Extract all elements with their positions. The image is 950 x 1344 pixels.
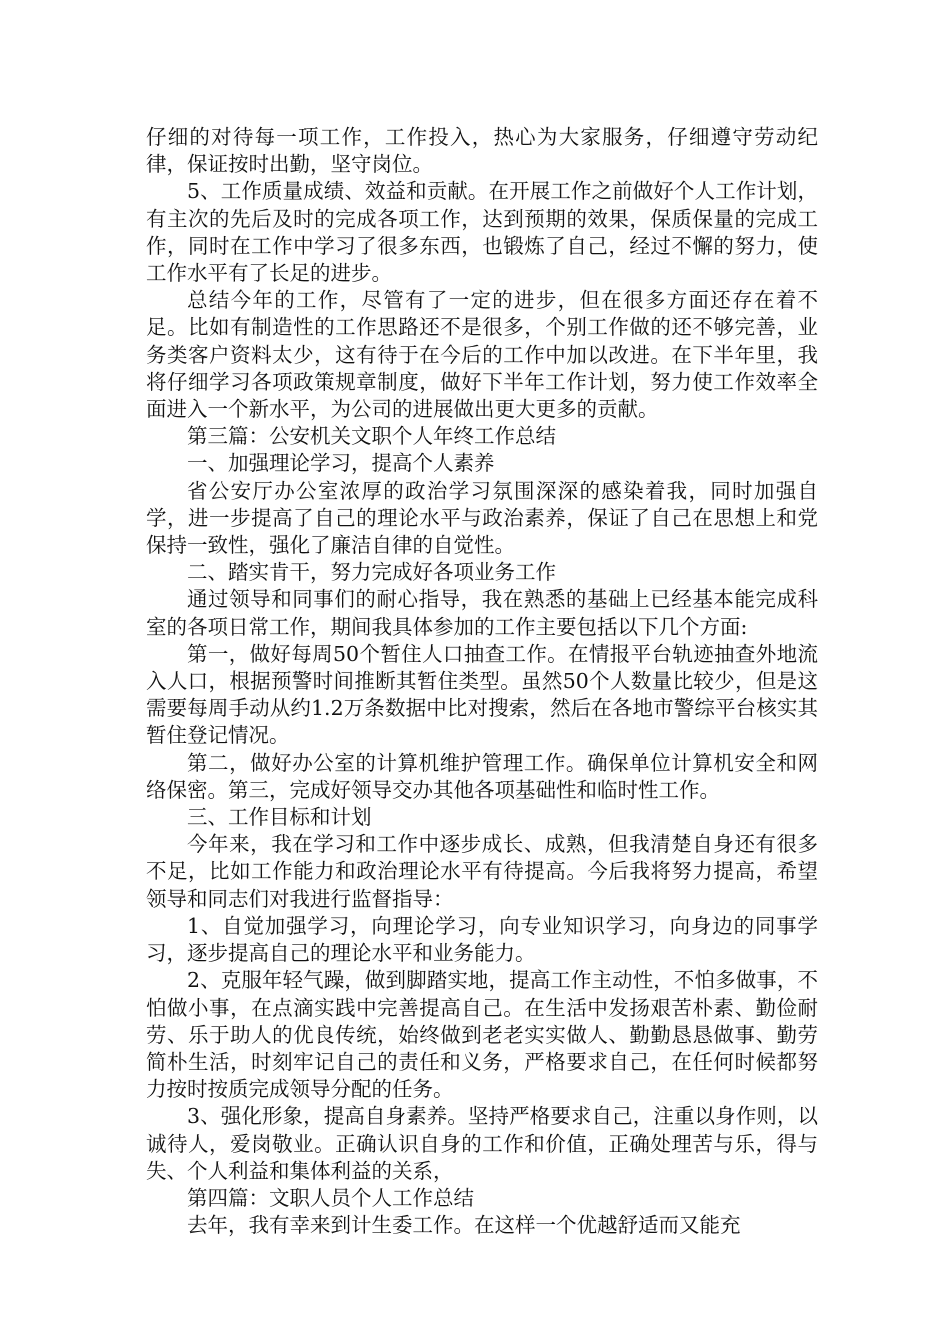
section-title-part-four: 第四篇：文职人员个人工作总结 bbox=[187, 1185, 474, 1210]
paragraph-goals-intro: 今年来，我在学习和工作中逐步成长、成熟，但我清楚自身还有很多不足，比如工作能力和政治理论水平有待提高。今后我将努力提高，希望领导和同志们对我进行监督指导： bbox=[146, 832, 818, 911]
heading-theory-study: 一、加强理论学习，提高个人素养 bbox=[187, 451, 495, 476]
paragraph-year-summary: 总结今年的工作，尽管有了一定的进步，但在很多方面还存在着不足。比如有制造性的工作思路还不是很多，个别工作做的还不够完善，业务类客户资料太少，这有待于在今后的工作中加以改进。在下半年里，我将仔细学习各项政策规章制度，做好下半年工作计划，努力使工作效率全面进入一个新水平，为公司的进展做出更大更多的贡献。 bbox=[146, 288, 818, 422]
paragraph-first-task: 第一，做好每周50个暂住人口抽查工作。在情报平台轨迹抽查外地流入人口，根据预警时间推断其暂住类型。虽然50个人数量比较少，但是这需要每周手动从约1.2万条数据中比对搜索，然后在各地市警综平台核实其暂住登记情况。 bbox=[146, 641, 818, 748]
paragraph-second-task: 第二，做好办公室的计算机维护管理工作。确保单位计算机安全和网络保密。第三，完成好领导交办其他各项基础性和临时性工作。 bbox=[146, 750, 818, 802]
paragraph-continuation: 仔细的对待每一项工作，工作投入，热心为大家服务，仔细遵守劳动纪律，保证按时出勤，坚守岗位。 bbox=[146, 125, 818, 177]
heading-goals-plan: 三、工作目标和计划 bbox=[187, 805, 372, 830]
paragraph-theory-study: 省公安厅办公室浓厚的政治学习氛围深深的感染着我，同时加强自学，进一步提高了自己的理论水平与政治素养，保证了自己在思想上和党保持一致性，强化了廉洁自律的自觉性。 bbox=[146, 478, 818, 558]
paragraph-last-year: 去年，我有幸来到计生委工作。在这样一个优越舒适而又能充 bbox=[187, 1213, 741, 1238]
list-item-3: 3、强化形象，提高自身素养。坚持严格要求自己，注重以身作则，以诚待人，爱岗敬业。正确认识自身的工作和价值，正确处理苦与乐，得与失、个人利益和集体利益的关系， bbox=[146, 1104, 818, 1183]
list-item-1: 1、自觉加强学习，向理论学习，向专业知识学习，向身边的同事学习，逐步提高自己的理论水平和业务能力。 bbox=[146, 913, 818, 966]
paragraph-business-work: 通过领导和同事们的耐心指导，我在熟悉的基础上已经基本能完成科室的各项日常工作，期间我具体参加的工作主要包括以下几个方面: bbox=[146, 587, 818, 639]
section-title-part-three: 第三篇：公安机关文职个人年终工作总结 bbox=[187, 424, 556, 449]
document-page bbox=[146, 124, 818, 1239]
paragraph-work-quality: 5、工作质量成绩、效益和贡献。在开展工作之前做好个人工作计划，有主次的先后及时的完成各项工作，达到预期的效果，保质保量的完成工作，同时在工作中学习了很多东西，也锻炼了自己，经过不懈的努力，使工作水平有了长足的进步。 bbox=[146, 179, 818, 286]
list-item-2: 2、克服年轻气躁，做到脚踏实地，提高工作主动性，不怕多做事，不怕做小事，在点滴实践中完善提高自己。在生活中发扬艰苦朴素、勤俭耐劳、乐于助人的优良传统，始终做到老老实实做人、勤勤恳恳做事、勤劳简朴生活，时刻牢记自己的责任和义务，严格要求自己，在任何时候都努力按时按质完成领导分配的任务。 bbox=[146, 968, 818, 1102]
heading-business-work: 二、踏实肯干，努力完成好各项业务工作 bbox=[187, 560, 556, 585]
